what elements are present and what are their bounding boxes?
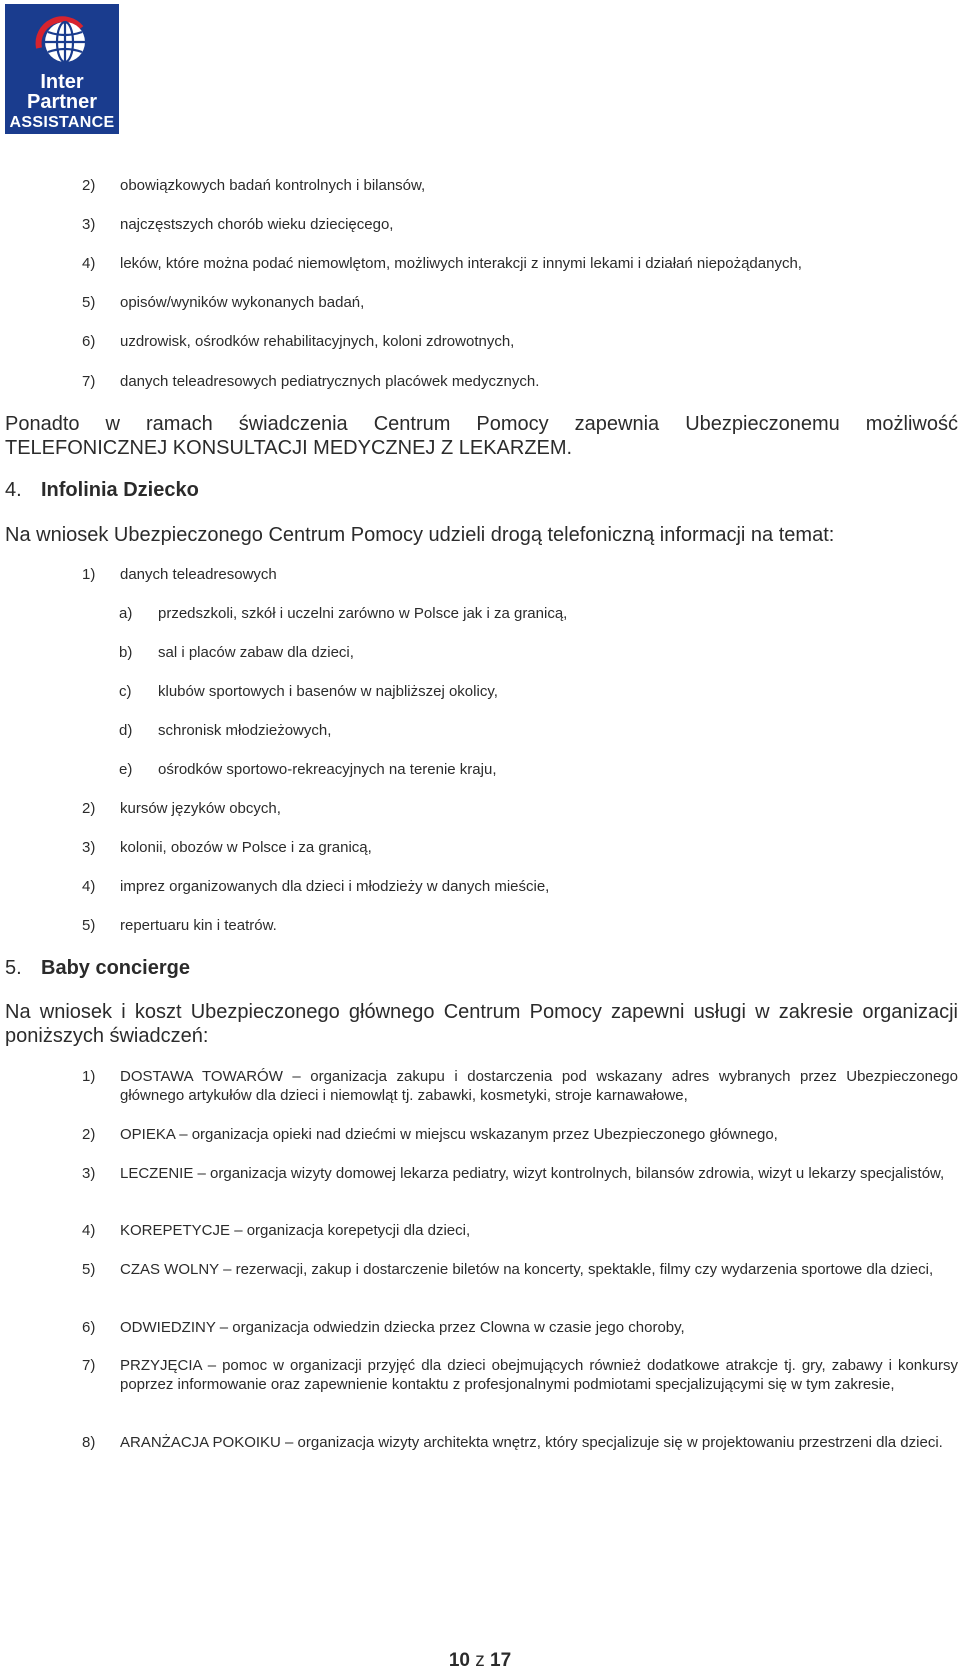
list-item-number: 7): [82, 373, 96, 390]
logo-text-inter: Inter: [40, 71, 84, 93]
list-item-text: sal i placów zabaw dla dzieci,: [158, 644, 354, 661]
list-item-text: OPIEKA – organizacja opieki nad dziećmi w miejscu wskazanym przez Ubezpieczonego głównego,: [120, 1126, 778, 1143]
list-item-text: danych teleadresowych: [120, 566, 277, 583]
logo-text-assistance: ASSISTANCE: [9, 114, 115, 131]
list-item-text: ODWIEDZINY – organizacja odwiedzin dziecka przez Clowna w czasie jego choroby,: [120, 1319, 685, 1336]
list-item-text: leków, które można podać niemowlętom, możliwych interakcji z innymi lekami i działań niepożądanych,: [120, 255, 802, 272]
total-pages-number: 17: [490, 1650, 512, 1671]
list-item-text: KOREPETYCJE – organizacja korepetycji dla dzieci,: [120, 1222, 471, 1239]
list-item-number: 4): [82, 1222, 96, 1239]
list-item-text: imprez organizowanych dla dzieci i młodzieży w danych mieście,: [120, 878, 550, 895]
list-item-number: 5): [82, 1261, 96, 1278]
list-item-number: 2): [82, 1126, 96, 1143]
list-item-number: 3): [82, 839, 96, 856]
list-item-number: 5): [82, 294, 96, 311]
list-item-text: LECZENIE – organizacja wizyty domowej lekarza pediatry, wizyt kontrolnych, bilansów zdrowia, wizyt u lekarzy specjalistów,: [120, 1165, 945, 1182]
list-item-text: klubów sportowych i basenów w najbliższej okolicy,: [158, 683, 498, 700]
list-item-letter: d): [119, 722, 133, 739]
list-item-number: 8): [82, 1434, 96, 1451]
list-item-number: 7): [82, 1357, 96, 1374]
section-heading-infolinia: [5, 478, 199, 502]
page-separator: z: [475, 1650, 485, 1671]
paragraph-baby-concierge: Na wniosek i koszt Ubezpieczonego głównego Centrum Pomocy zapewni usługi w zakresie organizacji poniższych świadczeń:: [5, 1001, 958, 1047]
list-item-text: ośrodków sportowo-rekreacyjnych na terenie kraju,: [158, 761, 497, 778]
list-item-text: DOSTAWA TOWARÓW – organizacja zakupu i dostarczenia pod wskazany adres wybranych przez Ubezpieczonego głównego artykułów dla dzieci i niemowląt tj. zabawki, kosmetyki, stroje karnawałowe,: [120, 1068, 958, 1104]
paragraph-consultation: Ponadto w ramach świadczenia Centrum Pomocy zapewnia Ubezpieczonemu możliwość TELEFONICZNEJ KONSULTACJI MEDYCZNEJ Z LEKARZEM.: [5, 413, 958, 459]
section-number: 5.: [5, 957, 22, 979]
list-item-number: 3): [82, 1165, 96, 1182]
list-item-text: uzdrowisk, ośrodków rehabilitacyjnych, koloni zdrowotnych,: [120, 333, 515, 350]
list-item-text: ARANŻACJA POKOIKU – organizacja wizyty architekta wnętrz, który specjalizuje się w projektowaniu przestrzeni dla dzieci.: [120, 1434, 943, 1451]
list-item-number: 3): [82, 216, 96, 233]
list-item-number: 4): [82, 878, 96, 895]
list-item-letter: e): [119, 761, 133, 778]
page-number-footer: [0, 1650, 960, 1672]
list-item-letter: c): [119, 683, 132, 700]
list-item-letter: b): [119, 644, 133, 661]
company-logo: [5, 4, 119, 134]
list-item-text: opisów/wyników wykonanych badań,: [120, 294, 365, 311]
logo-text-partner: Partner: [26, 91, 98, 113]
list-item-number: 2): [82, 800, 96, 817]
list-item-letter: a): [119, 605, 133, 622]
list-item-number: 6): [82, 1319, 96, 1336]
list-item-text: PRZYJĘCIA – pomoc w organizacji przyjęć dla dzieci obejmujących również dodatkowe atrakcje tj. gry, zabawy i konkursy poprzez informowanie oraz zapewnienie kontaktu z profesjonalnymi podmiotami specjalizującymi się w tym zakresie,: [120, 1357, 958, 1393]
list-item-number: 5): [82, 917, 96, 934]
list-item-text: danych teleadresowych pediatrycznych placówek medycznych.: [120, 373, 540, 390]
list-item-text: CZAS WOLNY – rezerwacji, zakup i dostarczenie biletów na koncerty, spektakle, filmy czy wydarzenia sportowe dla dzieci,: [120, 1261, 934, 1278]
list-item-text: schronisk młodzieżowych,: [158, 722, 332, 739]
list-item-number: 1): [82, 1068, 96, 1085]
list-item-number: 1): [82, 566, 96, 583]
paragraph-infolinia: Na wniosek Ubezpieczonego Centrum Pomocy udzieli drogą telefoniczną informacji na temat:: [5, 524, 835, 546]
list-item-number: 4): [82, 255, 96, 272]
section-heading-baby-concierge: [5, 956, 190, 980]
current-page-number: 10: [448, 1650, 470, 1671]
section-title: Baby concierge: [41, 957, 190, 979]
list-item-text: najczęstszych chorób wieku dziecięcego,: [120, 216, 394, 233]
list-item-text: przedszkoli, szkół i uczelni zarówno w Polsce jak i za granicą,: [158, 605, 568, 622]
list-item-number: 2): [82, 177, 96, 194]
section-title: Infolinia Dziecko: [41, 479, 199, 501]
list-item-text: kolonii, obozów w Polsce i za granicą,: [120, 839, 372, 856]
list-item-number: 6): [82, 333, 96, 350]
list-item-text: repertuaru kin i teatrów.: [120, 917, 277, 934]
section-number: 4.: [5, 479, 22, 501]
globe-icon: [33, 14, 91, 70]
list-item-text: obowiązkowych badań kontrolnych i bilansów,: [120, 177, 426, 194]
list-item-text: kursów języków obcych,: [120, 800, 281, 817]
